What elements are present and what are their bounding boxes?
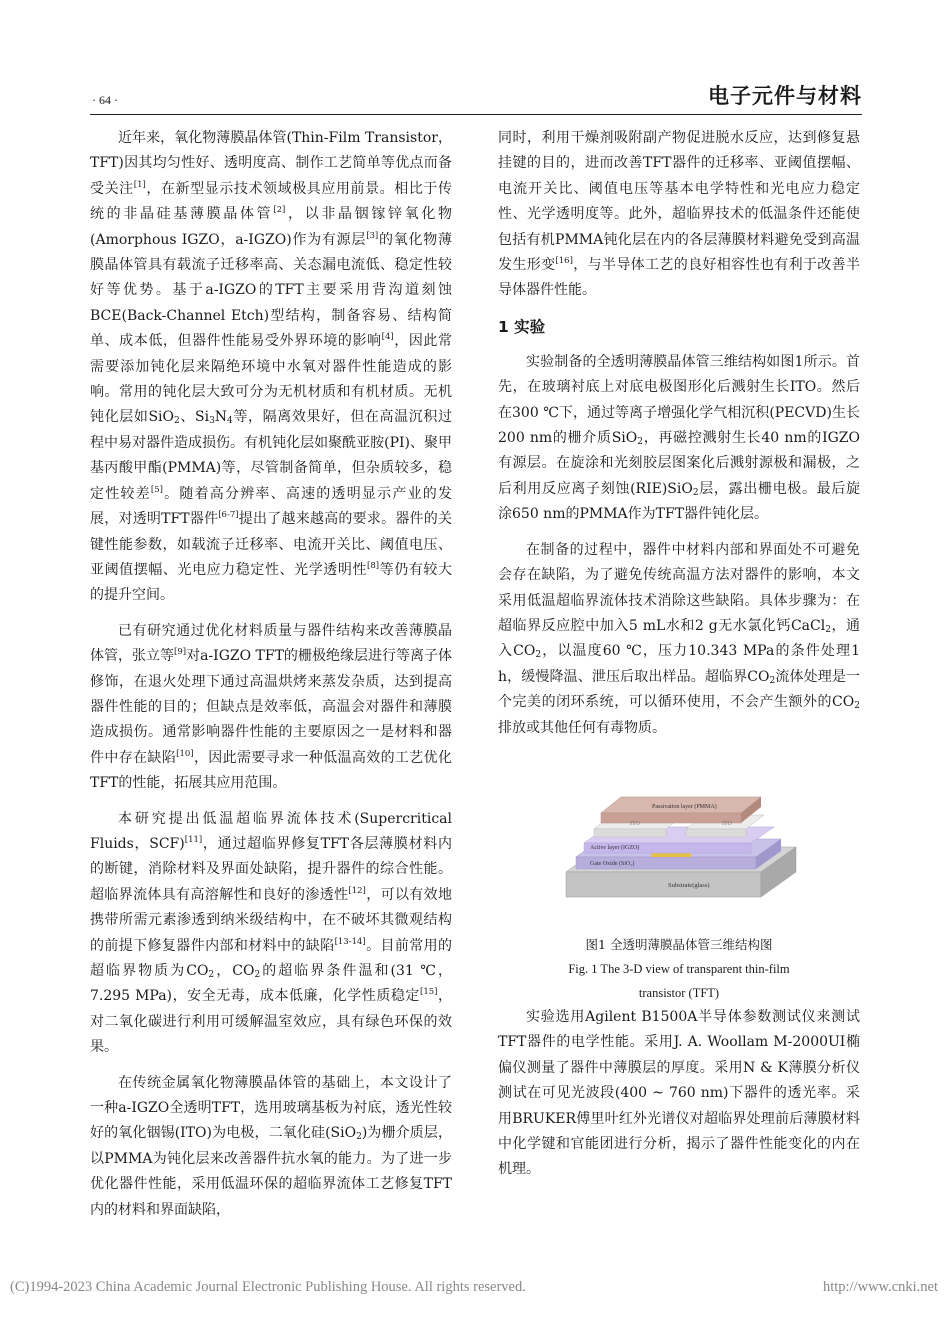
- citation[interactable]: [5]: [150, 484, 163, 495]
- citation[interactable]: [3]: [366, 230, 379, 241]
- caption-cn: 图1 全透明薄膜晶体管三维结构图: [585, 936, 773, 952]
- tft-3d-diagram: [556, 777, 806, 927]
- paragraph-intro-5: 同时，利用干燥剂吸附副产物促进脱水反应，达到修复悬挂键的目的，进而改善TFT器件的迁移率、亚阈值摆幅、电流开关比、阈值电压等基本电学特性和光电应力稳定性、光学透明度等。此外，超临界技术的低温条件还能使包括有机PMMA钝化层在内的各层薄膜材料避免受到高温发生形变[16]，与半导体工艺的良好相容性也有利于改善半导体器件性能。: [498, 130, 861, 299]
- paragraph-intro-4: 在传统金属氧化物薄膜晶体管的基础上，本文设计了一种a-IGZO全透明TFT，选用玻璃基板为衬底，透光性较好的氧化铟锡(ITO)为电极，二氧化硅(SiO$_2$)为栅介质层，以PMMA为钝化层来改善器件抗水氧的能力。为了进一步优化器件性能，采用低温环保的超临界流体工艺修复TFT内的材料和界面缺陷，: [90, 1074, 452, 1218]
- paragraph-experiment-3: 实验选用Agilent B1500A半导体参数测试仪来测试TFT器件的电学性能。采用J. A. Woollam M-2000UI椭偏仪测量了器件中薄膜层的厚度。采用N & K薄膜分析仪测试在可见光波段(400 ~ 760 nm)下器件的透光率。采用BRUKER傅里叶红外光谱仪对超临界处理前后薄膜材料中化学键和官能团进行分析，揭示了器件性能变化的内在机理。: [498, 1008, 860, 1178]
- citation[interactable]: [9]: [174, 647, 187, 658]
- citation[interactable]: [15]: [420, 987, 438, 998]
- citation[interactable]: [13-14]: [334, 936, 366, 947]
- citation[interactable]: [16]: [555, 256, 573, 267]
- journal-title: 电子元件与材料: [708, 84, 862, 108]
- caption-en-line1: Fig. 1 The 3-D view of transparent thin-film: [568, 961, 790, 976]
- tft-structure-figure: [498, 777, 860, 927]
- figure-caption: [498, 933, 860, 1005]
- label-gate-oxide: Gate Oxide (SiO₂): [590, 860, 635, 867]
- paragraph-intro-3: 本研究提出低温超临界流体技术(Supercritical Fluids，SCF)[11]，通过超临界修复TFT各层薄膜材料内的断键，消除材料及界面处缺陷，提升器件的综合性能。超临界流体具有高溶解性和良好的渗透性[12]，可以有效地携带所需元素渗透到纳米级结构中，在不破坏其微观结构的前提下修复器件内部和材料中的缺陷[13-14]。目前常用的超临界物质为$CO_2$，$CO_2$的超临界条件温和(31 ℃，7.295 MPa)，安全无毒，成本低廉，化学性质稳定[15]，对二氧化碳进行利用可缓解温室效应，具有绿色环保的效果。: [90, 810, 453, 1056]
- label-ito-left: ITO: [630, 820, 640, 827]
- page-footer: [10, 1279, 938, 1296]
- paragraph-intro-1: 近年来，氧化物薄膜晶体管(Thin-Film Transistor，TFT)因其均匀性好、透明度高、制作工艺简单等优点而备受关注[1]，在新型显示技术领域极具应用前景。相比于传统的非晶硅基薄膜晶体管[2]，以非晶铟镓锌氧化物(Amorphous IGZO，a-IGZO)作为有源层[3]的氧化物薄膜晶体管具有载流子迁移率高、关态漏电流低、稳定性较好等优势。基于a-IGZO的TFT主要采用背沟道刻蚀BCE(Back-Channel Etch)型结构，制备容易、结构简单、成本低，但器件性能易受外界环境的影响[4]，因此常需要添加钝化层来隔绝环境中水氧对器件性能造成的影响。常用的钝化层大致可分为无机材质和有机材质。无机钝化层如SiO$_2$、$Si_3N_4$等，隔离效果好，但在高温沉积过程中易对器件造成损伤。有机钝化层如聚酰亚胺(PI)、聚甲基丙酸甲酯(PMMA)等，尽管制备简单，但杂质较多，稳定性较差[5]。随着高分辨率、高速的透明显示产业的发展，对透明TFT器件[6-7]提出了越来越高的要求。器件的关键性能参数，如载流子迁移率、电流开关比、阈值电压、亚阈值摆幅、光电应力稳定性、光学透明性[8]等仍有较大的提升空间。: [90, 130, 453, 604]
- citation[interactable]: [6-7]: [218, 510, 239, 521]
- caption-en-line2: transistor (TFT): [638, 985, 720, 1000]
- label-ito-right: ITO: [722, 820, 732, 827]
- page-header: [90, 80, 862, 115]
- citation[interactable]: [10]: [176, 748, 194, 759]
- citation[interactable]: [4]: [381, 332, 394, 343]
- label-substrate: Substrate(glass): [668, 881, 710, 889]
- copyright-text: (C)1994-2023 China Academic Journal Electronic Publishing House. All rights reserved.: [10, 1279, 526, 1295]
- label-active: Active layer (IGZO): [590, 844, 640, 851]
- cnki-link[interactable]: http://www.cnki.net: [822, 1279, 938, 1295]
- citation[interactable]: [8]: [367, 560, 380, 571]
- citation[interactable]: [11]: [184, 834, 203, 845]
- left-column: [90, 126, 452, 1223]
- citation[interactable]: [2]: [273, 205, 286, 216]
- label-passivation: Passivation layer (PMMA): [652, 803, 717, 810]
- section-heading: 1 实验: [498, 317, 546, 336]
- paragraph-experiment-2: 在制备的过程中，器件中材料内部和界面处不可避免会存在缺陷，为了避免传统高温方法对器件的影响，本文采用低温超临界流体技术消除这些缺陷。具体步骤为：在超临界反应腔中加入5 mL水和2 g无水氯化钙CaCl$_2$，通入$CO_2$，以温度60 ℃，压力10.343 MPa的条件处理1 h，缓慢降温、泄压后取出样品。超临界$CO_2$流体处理是一个完美的闭环系统，可以循环使用，不会产生额外的$CO_2$排放或其他任何有毒物质。: [498, 541, 861, 736]
- citation[interactable]: [12]: [348, 885, 366, 896]
- citation[interactable]: [1]: [133, 179, 146, 190]
- paragraph-intro-2: 已有研究通过优化材料质量与器件结构来改善薄膜晶体管，张立等[9]对a-IGZO TFT的栅极绝缘层进行等离子体修饰，在退火处理下通过高温烘烤来蒸发杂质，达到提高器件性能的目的；但缺点是效率低，高温会对器件和薄膜造成损伤。通常影响器件性能的主要原因之一是材料和器件中存在缺陷[10]，因此需要寻求一种低温高效的工艺优化TFT的性能，拓展其应用范围。: [90, 622, 453, 792]
- page-number: · 64 ·: [92, 93, 118, 107]
- paragraph-experiment-1: 实验制备的全透明薄膜晶体管三维结构如图1所示。首先，在玻璃衬底上对底电极图形化后溅射生长ITO。然后在300 ℃下，通过等离子增强化学气相沉积(PECVD)生长200 nm的栅介质SiO$_2$，再磁控溅射生长40 nm的IGZO有源层。在旋涂和光刻胶层图案化后溅射源极和漏极，之后利用反应离子刻蚀(RIE)SiO$_2$层，露出栅电极。最后旋涂650 nm的PMMA作为TFT器件钝化层。: [498, 353, 861, 523]
- right-column: [498, 126, 860, 1183]
